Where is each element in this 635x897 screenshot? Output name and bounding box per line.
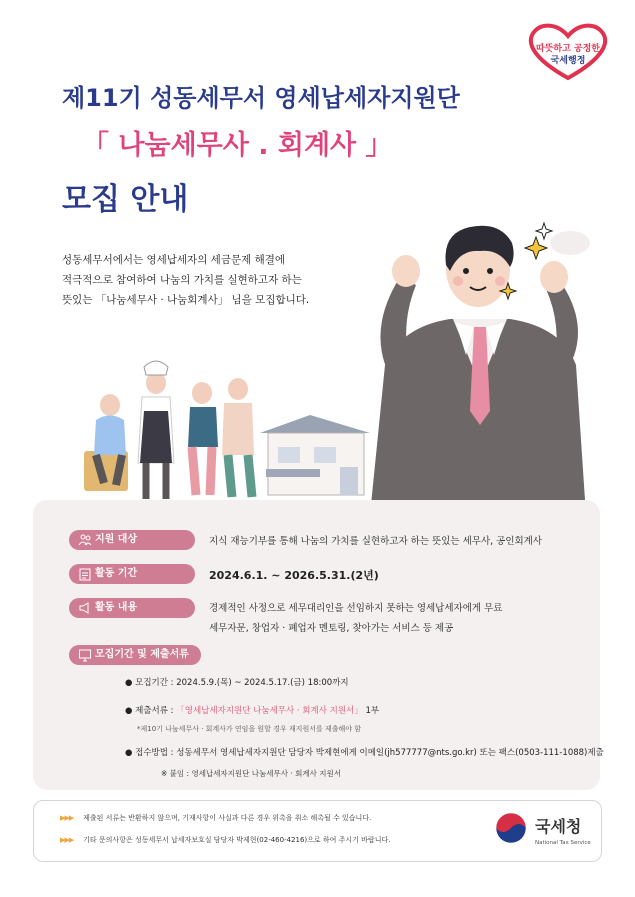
apply-period-text: 모집기간 : 2024.5.9.(목) ~ 2024.5.17.(금) 18:00까지 (135, 678, 349, 688)
apply-docs-prefix: 제출서류 : (135, 706, 174, 716)
activity-label: 활동 내용 (95, 602, 138, 613)
title-line2: 「 나눔세무사 . 회계사 」 (82, 130, 393, 161)
period-label-pill (69, 564, 195, 584)
arrow-icon: ▶▶▶ (60, 836, 74, 844)
badge-line1: 따뜻하고 공정한 (536, 44, 600, 54)
monitor-icon (78, 648, 92, 662)
footer-note1-text: 제출된 서류는 반환하지 않으며, 기재사항이 사실과 다른 경우 위촉을 취소 해촉될 수 있습니다. (83, 814, 372, 822)
title-line1: 제11기 성동세무서 영세납세자지원단 (62, 84, 460, 112)
nts-logo (495, 808, 595, 850)
intro-line3: 뜻있는 「나눔세무사 · 나눔회계사」 님을 모집합니다. (62, 294, 310, 306)
apply-docs-suffix: 1부 (365, 706, 380, 716)
period-value: 2024.6.1. ~ 2026.5.31.(2년) (209, 569, 379, 582)
footer-note1 (60, 813, 371, 823)
campaign-heart-badge (522, 22, 614, 80)
intro-line2: 적극적으로 참여하여 나눔의 가치를 실현하고자 하는 (62, 274, 302, 286)
target-value: 지식 재능기부를 통해 나눔의 가치를 실현하고자 하는 뜻있는 세무사, 공인회계사 (209, 536, 543, 547)
apply-docs-note: *제10기 나눔세무사 · 회계사가 연임을 원할 경우 재지원서를 제출해야 함 (137, 725, 361, 733)
apply-docs: ● 제출서류 : 「영세납세자지원단 나눔세무사 · 회계사 지원서」 1부 (125, 706, 380, 716)
logo-sub: National Tax Service (535, 840, 591, 846)
house-figure (260, 415, 370, 495)
footer-note2-text: 기타 문의사항은 성동세무서 납세자보호실 담당자 박제현(02-460-4216)으로 하여 주시기 바랍니다. (83, 836, 391, 844)
volunteers-illustration (70, 215, 630, 515)
footer-note2 (60, 835, 390, 845)
info-panel (33, 500, 604, 790)
activity-value-line2: 세무자문, 창업자 · 폐업자 멘토링, 찾아가는 서비스 등 제공 (209, 623, 454, 634)
people-icon (78, 533, 92, 547)
apply-period: ● 모집기간 : 2024.5.9.(목) ~ 2024.5.17.(금) 18:00까지 (125, 678, 349, 688)
megaphone-icon (78, 601, 92, 615)
activity-label-pill (69, 598, 195, 618)
apply-method: ● 접수방법 : 성동세무서 영세납세자지원단 담당자 박제현에게 이메일(jh577777@nts.go.kr) 또는 팩스(0503-111-1088)제출 (125, 748, 604, 758)
apply-label-pill (69, 645, 201, 665)
apply-docs-highlight: 「영세납세자지원단 나눔세무사 · 회계사 지원서」 (176, 706, 363, 716)
intro-line1: 성동세무서에서는 영세납세자의 세금문제 해결에 (62, 254, 286, 266)
target-label-pill (69, 530, 195, 550)
apply-method-text: 접수방법 : 성동세무서 영세납세자지원단 담당자 박제현에게 이메일(jh577777@nts.go.kr) 또는 팩스(0503-111-1088)제출 (135, 748, 604, 758)
apply-attachment: ※ 붙임 : 영세납세자지원단 나눔세무사 · 회계사 지원서 (161, 769, 342, 778)
target-label: 지원 대상 (95, 534, 138, 545)
arrow-icon: ▶▶▶ (60, 814, 74, 822)
badge-line2: 국세행정 (550, 56, 586, 66)
activity-value-line1: 경제적인 사정으로 세무대리인을 선임하지 못하는 영세납세자에게 무료 (209, 603, 503, 614)
calendar-icon (78, 567, 92, 581)
people-group-figure (84, 361, 254, 499)
period-label: 활동 기간 (95, 568, 138, 579)
title-line3: 모집 안내 (62, 182, 189, 217)
apply-label: 모집기간 및 제출서류 (95, 649, 189, 660)
businessman-figure (370, 223, 586, 515)
logo-name: 국세청 (535, 817, 582, 836)
